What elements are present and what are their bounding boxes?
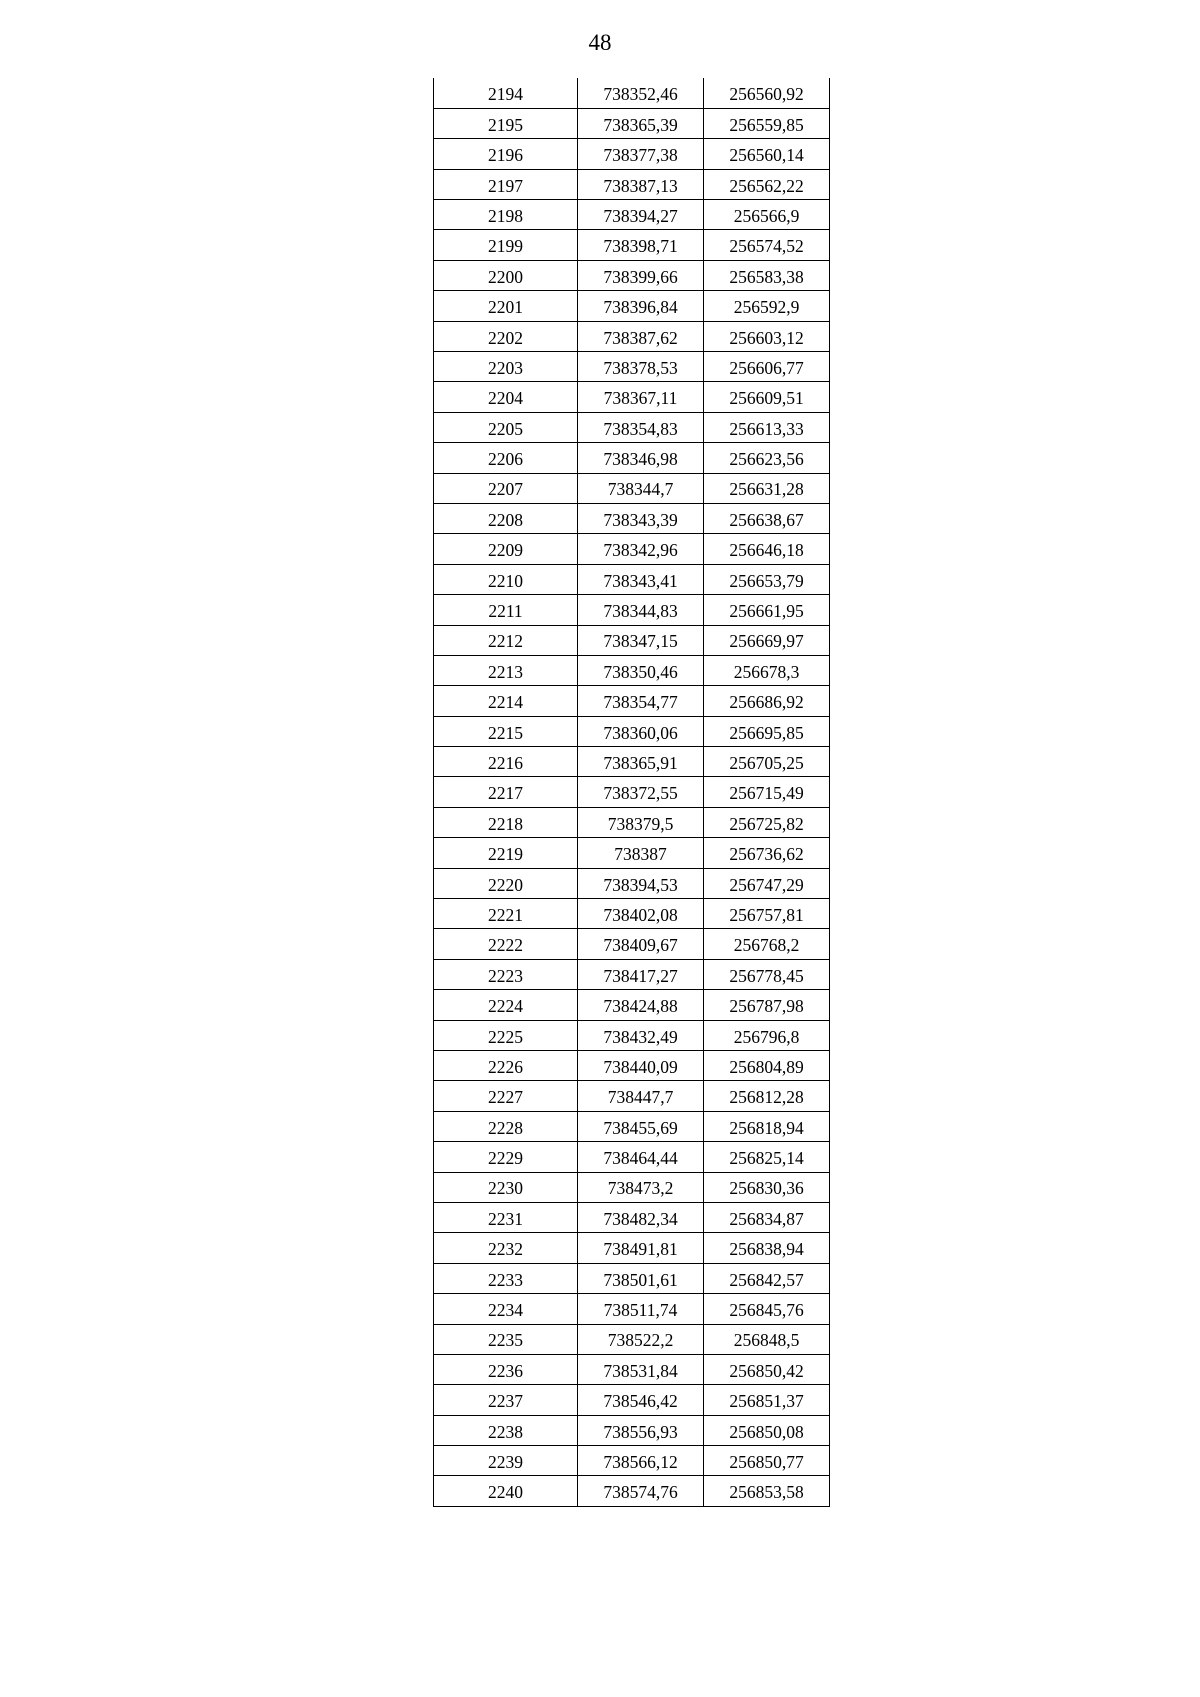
point-number-cell: 2209 bbox=[434, 534, 578, 564]
y-coordinate-cell: 256778,45 bbox=[704, 959, 830, 989]
table-row bbox=[434, 1081, 830, 1111]
table-row bbox=[434, 1202, 830, 1232]
x-coordinate-cell: 738464,44 bbox=[578, 1142, 704, 1172]
y-coordinate-cell: 256853,58 bbox=[704, 1476, 830, 1506]
table-row bbox=[434, 230, 830, 260]
table-row bbox=[434, 412, 830, 442]
y-coordinate-cell: 256825,14 bbox=[704, 1142, 830, 1172]
table-row bbox=[434, 108, 830, 138]
y-coordinate-cell: 256606,77 bbox=[704, 352, 830, 382]
y-coordinate-cell: 256653,79 bbox=[704, 564, 830, 594]
y-coordinate-cell: 256715,49 bbox=[704, 777, 830, 807]
x-coordinate-cell: 738347,15 bbox=[578, 625, 704, 655]
point-number-cell: 2210 bbox=[434, 564, 578, 594]
table-row bbox=[434, 564, 830, 594]
table-row bbox=[434, 78, 830, 108]
point-number-cell: 2211 bbox=[434, 595, 578, 625]
y-coordinate-cell: 256559,85 bbox=[704, 108, 830, 138]
point-number-cell: 2198 bbox=[434, 200, 578, 230]
x-coordinate-cell: 738346,98 bbox=[578, 443, 704, 473]
point-number-cell: 2236 bbox=[434, 1354, 578, 1384]
x-coordinate-cell: 738574,76 bbox=[578, 1476, 704, 1506]
y-coordinate-cell: 256560,92 bbox=[704, 78, 830, 108]
point-number-cell: 2218 bbox=[434, 807, 578, 837]
table-row bbox=[434, 777, 830, 807]
x-coordinate-cell: 738387 bbox=[578, 838, 704, 868]
y-coordinate-cell: 256669,97 bbox=[704, 625, 830, 655]
point-number-cell: 2196 bbox=[434, 139, 578, 169]
y-coordinate-cell: 256736,62 bbox=[704, 838, 830, 868]
y-coordinate-cell: 256583,38 bbox=[704, 260, 830, 290]
table-row bbox=[434, 1385, 830, 1415]
y-coordinate-cell: 256747,29 bbox=[704, 868, 830, 898]
x-coordinate-cell: 738377,38 bbox=[578, 139, 704, 169]
x-coordinate-cell: 738399,66 bbox=[578, 260, 704, 290]
point-number-cell: 2202 bbox=[434, 321, 578, 351]
point-number-cell: 2229 bbox=[434, 1142, 578, 1172]
table-row bbox=[434, 139, 830, 169]
x-coordinate-cell: 738473,2 bbox=[578, 1172, 704, 1202]
point-number-cell: 2223 bbox=[434, 959, 578, 989]
x-coordinate-cell: 738350,46 bbox=[578, 655, 704, 685]
point-number-cell: 2212 bbox=[434, 625, 578, 655]
x-coordinate-cell: 738402,08 bbox=[578, 899, 704, 929]
x-coordinate-cell: 738367,11 bbox=[578, 382, 704, 412]
point-number-cell: 2214 bbox=[434, 686, 578, 716]
x-coordinate-cell: 738556,93 bbox=[578, 1415, 704, 1445]
y-coordinate-cell: 256574,52 bbox=[704, 230, 830, 260]
y-coordinate-cell: 256638,67 bbox=[704, 503, 830, 533]
y-coordinate-cell: 256850,08 bbox=[704, 1415, 830, 1445]
y-coordinate-cell: 256686,92 bbox=[704, 686, 830, 716]
table-row bbox=[434, 473, 830, 503]
table-row bbox=[434, 838, 830, 868]
x-coordinate-cell: 738409,67 bbox=[578, 929, 704, 959]
point-number-cell: 2208 bbox=[434, 503, 578, 533]
table-row bbox=[434, 291, 830, 321]
y-coordinate-cell: 256560,14 bbox=[704, 139, 830, 169]
point-number-cell: 2233 bbox=[434, 1263, 578, 1293]
table-row bbox=[434, 1051, 830, 1081]
table-row bbox=[434, 443, 830, 473]
x-coordinate-cell: 738354,77 bbox=[578, 686, 704, 716]
point-number-cell: 2224 bbox=[434, 990, 578, 1020]
x-coordinate-cell: 738394,53 bbox=[578, 868, 704, 898]
point-number-cell: 2225 bbox=[434, 1020, 578, 1050]
table-row bbox=[434, 1294, 830, 1324]
table-row bbox=[434, 595, 830, 625]
point-number-cell: 2205 bbox=[434, 412, 578, 442]
point-number-cell: 2213 bbox=[434, 655, 578, 685]
y-coordinate-cell: 256613,33 bbox=[704, 412, 830, 442]
table-row bbox=[434, 1111, 830, 1141]
point-number-cell: 2239 bbox=[434, 1446, 578, 1476]
y-coordinate-cell: 256603,12 bbox=[704, 321, 830, 351]
x-coordinate-cell: 738417,27 bbox=[578, 959, 704, 989]
x-coordinate-cell: 738342,96 bbox=[578, 534, 704, 564]
point-number-cell: 2231 bbox=[434, 1202, 578, 1232]
table-row bbox=[434, 990, 830, 1020]
y-coordinate-cell: 256631,28 bbox=[704, 473, 830, 503]
table-row bbox=[434, 686, 830, 716]
point-number-cell: 2240 bbox=[434, 1476, 578, 1506]
table-row bbox=[434, 352, 830, 382]
x-coordinate-cell: 738491,81 bbox=[578, 1233, 704, 1263]
x-coordinate-cell: 738522,2 bbox=[578, 1324, 704, 1354]
y-coordinate-cell: 256609,51 bbox=[704, 382, 830, 412]
y-coordinate-cell: 256768,2 bbox=[704, 929, 830, 959]
x-coordinate-cell: 738482,34 bbox=[578, 1202, 704, 1232]
point-number-cell: 2235 bbox=[434, 1324, 578, 1354]
y-coordinate-cell: 256787,98 bbox=[704, 990, 830, 1020]
point-number-cell: 2234 bbox=[434, 1294, 578, 1324]
point-number-cell: 2221 bbox=[434, 899, 578, 929]
point-number-cell: 2207 bbox=[434, 473, 578, 503]
x-coordinate-cell: 738440,09 bbox=[578, 1051, 704, 1081]
x-coordinate-cell: 738378,53 bbox=[578, 352, 704, 382]
x-coordinate-cell: 738379,5 bbox=[578, 807, 704, 837]
table-row bbox=[434, 1446, 830, 1476]
table-row bbox=[434, 1142, 830, 1172]
y-coordinate-cell: 256830,36 bbox=[704, 1172, 830, 1202]
x-coordinate-cell: 738447,7 bbox=[578, 1081, 704, 1111]
table-row bbox=[434, 534, 830, 564]
table-row bbox=[434, 200, 830, 230]
x-coordinate-cell: 738365,91 bbox=[578, 747, 704, 777]
table-row bbox=[434, 1172, 830, 1202]
point-number-cell: 2194 bbox=[434, 78, 578, 108]
point-number-cell: 2195 bbox=[434, 108, 578, 138]
table-row bbox=[434, 1354, 830, 1384]
table-row bbox=[434, 1415, 830, 1445]
table-row bbox=[434, 1324, 830, 1354]
table-row bbox=[434, 382, 830, 412]
y-coordinate-cell: 256623,56 bbox=[704, 443, 830, 473]
y-coordinate-cell: 256661,95 bbox=[704, 595, 830, 625]
page-number: 48 bbox=[588, 30, 612, 55]
y-coordinate-cell: 256796,8 bbox=[704, 1020, 830, 1050]
table-row bbox=[434, 321, 830, 351]
x-coordinate-cell: 738360,06 bbox=[578, 716, 704, 746]
x-coordinate-cell: 738511,74 bbox=[578, 1294, 704, 1324]
y-coordinate-cell: 256834,87 bbox=[704, 1202, 830, 1232]
x-coordinate-cell: 738432,49 bbox=[578, 1020, 704, 1050]
y-coordinate-cell: 256757,81 bbox=[704, 899, 830, 929]
table-row bbox=[434, 929, 830, 959]
y-coordinate-cell: 256850,42 bbox=[704, 1354, 830, 1384]
x-coordinate-cell: 738424,88 bbox=[578, 990, 704, 1020]
y-coordinate-cell: 256851,37 bbox=[704, 1385, 830, 1415]
x-coordinate-cell: 738396,84 bbox=[578, 291, 704, 321]
y-coordinate-cell: 256850,77 bbox=[704, 1446, 830, 1476]
y-coordinate-cell: 256695,85 bbox=[704, 716, 830, 746]
x-coordinate-cell: 738354,83 bbox=[578, 412, 704, 442]
table-row bbox=[434, 1476, 830, 1506]
y-coordinate-cell: 256812,28 bbox=[704, 1081, 830, 1111]
x-coordinate-cell: 738365,39 bbox=[578, 108, 704, 138]
x-coordinate-cell: 738566,12 bbox=[578, 1446, 704, 1476]
x-coordinate-cell: 738343,41 bbox=[578, 564, 704, 594]
x-coordinate-cell: 738394,27 bbox=[578, 200, 704, 230]
table-row bbox=[434, 1020, 830, 1050]
point-number-cell: 2226 bbox=[434, 1051, 578, 1081]
table-row bbox=[434, 807, 830, 837]
x-coordinate-cell: 738546,42 bbox=[578, 1385, 704, 1415]
x-coordinate-cell: 738372,55 bbox=[578, 777, 704, 807]
table-row bbox=[434, 959, 830, 989]
point-number-cell: 2201 bbox=[434, 291, 578, 321]
point-number-cell: 2204 bbox=[434, 382, 578, 412]
table-row bbox=[434, 260, 830, 290]
coordinates-table-body bbox=[434, 78, 830, 1506]
y-coordinate-cell: 256678,3 bbox=[704, 655, 830, 685]
table-row bbox=[434, 169, 830, 199]
x-coordinate-cell: 738344,7 bbox=[578, 473, 704, 503]
table-row bbox=[434, 503, 830, 533]
point-number-cell: 2222 bbox=[434, 929, 578, 959]
point-number-cell: 2230 bbox=[434, 1172, 578, 1202]
point-number-cell: 2203 bbox=[434, 352, 578, 382]
point-number-cell: 2197 bbox=[434, 169, 578, 199]
point-number-cell: 2227 bbox=[434, 1081, 578, 1111]
y-coordinate-cell: 256848,5 bbox=[704, 1324, 830, 1354]
point-number-cell: 2238 bbox=[434, 1415, 578, 1445]
point-number-cell: 2217 bbox=[434, 777, 578, 807]
y-coordinate-cell: 256842,57 bbox=[704, 1263, 830, 1293]
x-coordinate-cell: 738344,83 bbox=[578, 595, 704, 625]
point-number-cell: 2215 bbox=[434, 716, 578, 746]
point-number-cell: 2200 bbox=[434, 260, 578, 290]
point-number-cell: 2206 bbox=[434, 443, 578, 473]
point-number-cell: 2216 bbox=[434, 747, 578, 777]
table-row bbox=[434, 1263, 830, 1293]
y-coordinate-cell: 256804,89 bbox=[704, 1051, 830, 1081]
table-row bbox=[434, 655, 830, 685]
point-number-cell: 2219 bbox=[434, 838, 578, 868]
x-coordinate-cell: 738387,13 bbox=[578, 169, 704, 199]
y-coordinate-cell: 256725,82 bbox=[704, 807, 830, 837]
y-coordinate-cell: 256705,25 bbox=[704, 747, 830, 777]
x-coordinate-cell: 738501,61 bbox=[578, 1263, 704, 1293]
x-coordinate-cell: 738398,71 bbox=[578, 230, 704, 260]
table-row bbox=[434, 1233, 830, 1263]
y-coordinate-cell: 256838,94 bbox=[704, 1233, 830, 1263]
y-coordinate-cell: 256566,9 bbox=[704, 200, 830, 230]
point-number-cell: 2220 bbox=[434, 868, 578, 898]
table-row bbox=[434, 716, 830, 746]
point-number-cell: 2199 bbox=[434, 230, 578, 260]
table-row bbox=[434, 868, 830, 898]
y-coordinate-cell: 256818,94 bbox=[704, 1111, 830, 1141]
point-number-cell: 2228 bbox=[434, 1111, 578, 1141]
y-coordinate-cell: 256592,9 bbox=[704, 291, 830, 321]
x-coordinate-cell: 738455,69 bbox=[578, 1111, 704, 1141]
point-number-cell: 2237 bbox=[434, 1385, 578, 1415]
y-coordinate-cell: 256646,18 bbox=[704, 534, 830, 564]
table-row bbox=[434, 899, 830, 929]
x-coordinate-cell: 738387,62 bbox=[578, 321, 704, 351]
x-coordinate-cell: 738343,39 bbox=[578, 503, 704, 533]
y-coordinate-cell: 256845,76 bbox=[704, 1294, 830, 1324]
table-row bbox=[434, 747, 830, 777]
point-number-cell: 2232 bbox=[434, 1233, 578, 1263]
coordinates-table bbox=[433, 78, 830, 1507]
y-coordinate-cell: 256562,22 bbox=[704, 169, 830, 199]
x-coordinate-cell: 738531,84 bbox=[578, 1354, 704, 1384]
x-coordinate-cell: 738352,46 bbox=[578, 78, 704, 108]
table-row bbox=[434, 625, 830, 655]
